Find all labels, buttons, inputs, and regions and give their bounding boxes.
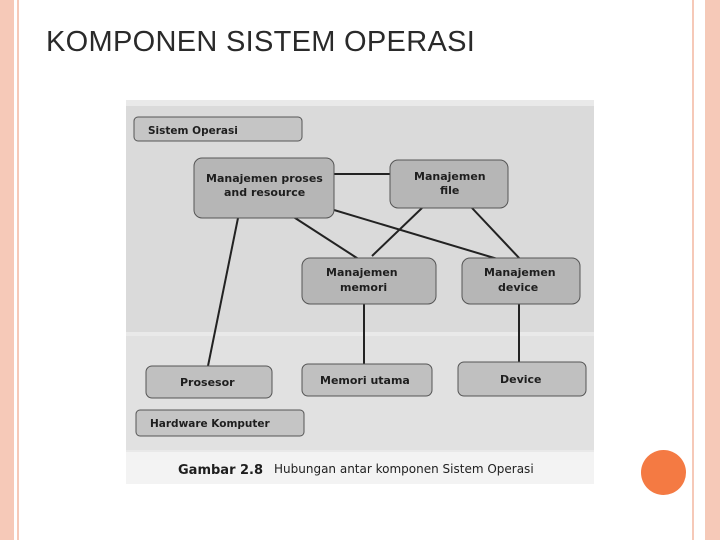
- slide-border-left-line: [17, 0, 19, 540]
- decorative-circle: [641, 450, 686, 495]
- node-manajemen-device-line1: Manajemen: [484, 266, 556, 279]
- node-manajemen-file-line1: Manajemen: [414, 170, 486, 183]
- node-prosesor-label: Prosesor: [180, 376, 235, 389]
- node-manajemen-memori-line1: Manajemen: [326, 266, 398, 279]
- node-manajemen-proses-line2: and resource: [224, 186, 306, 199]
- node-manajemen-proses-line1: Manajemen proses: [206, 172, 323, 185]
- slide-border-left: [0, 0, 14, 540]
- node-memori-utama-label: Memori utama: [320, 374, 410, 387]
- node-device-label: Device: [500, 373, 542, 386]
- figure-caption-text: Hubungan antar komponen Sistem Operasi: [274, 462, 534, 476]
- os-label: Sistem Operasi: [148, 125, 238, 137]
- slide-title: KOMPONEN SISTEM OPERASI: [46, 26, 476, 58]
- slide-border-right: [705, 0, 720, 540]
- os-components-figure: [126, 100, 594, 484]
- node-manajemen-file-line2: file: [440, 184, 460, 197]
- slide-border-right-line: [692, 0, 694, 540]
- node-manajemen-device-line2: device: [498, 281, 539, 294]
- figure-caption-prefix: Gambar 2.8: [178, 463, 264, 478]
- node-manajemen-memori-line2: memori: [340, 281, 388, 294]
- hw-label: Hardware Komputer: [150, 418, 270, 430]
